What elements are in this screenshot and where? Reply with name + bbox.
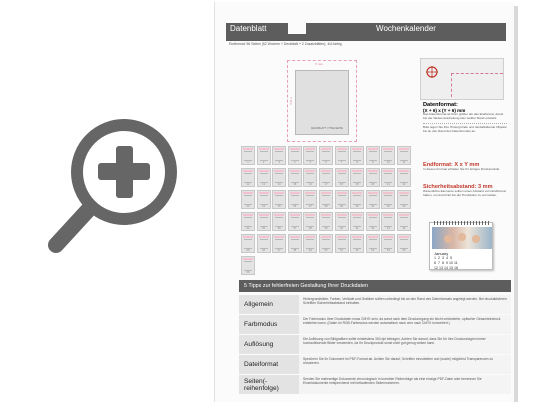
- page-thumbnail: [335, 190, 349, 209]
- page-number: 48: [293, 249, 297, 252]
- calendar-ring-binding: [434, 221, 490, 225]
- page-thumbnail: [288, 190, 302, 209]
- dim-y-label: Y mm: [289, 97, 293, 105]
- page-thumbnail: [397, 168, 411, 187]
- page-number: 14: [277, 183, 281, 186]
- page-thumbnail: [288, 146, 302, 165]
- page-thumbnail: [350, 146, 364, 165]
- page-thumbnail: [366, 168, 380, 187]
- page-number: 15: [293, 183, 297, 186]
- page-number: 38: [308, 227, 312, 230]
- page-thumbnail: [319, 190, 333, 209]
- page-number: 31: [371, 205, 375, 208]
- page-number: 27: [308, 205, 312, 208]
- page-number: 53: [371, 249, 375, 252]
- page-thumbnail: [303, 234, 317, 253]
- page-thumbnail: [335, 212, 349, 231]
- page-thumbnail: [288, 168, 302, 187]
- page-number: 25: [277, 205, 281, 208]
- page-number: 12: [246, 183, 250, 186]
- page-thumbnail: [381, 212, 395, 231]
- page-number: 39: [324, 227, 328, 230]
- page-number: 1: [247, 161, 249, 164]
- tip-text: Hintergrundbilder, Farben, Verläufe und Grafiken sollten unbedingt bis an den Rand des Datenformats angelegt werden. Bei druckaktivieren Schriften Sicherheitsabstand einhalten.: [299, 295, 511, 314]
- endformat-block: [423, 162, 507, 172]
- page-number: 47: [277, 249, 281, 252]
- format-marker-box: [420, 58, 504, 100]
- page-thumbnail: [303, 146, 317, 165]
- zoom-in-icon[interactable]: [44, 110, 182, 260]
- datasheet-document[interactable]: [214, 2, 514, 402]
- page-thumbnail: [241, 168, 255, 187]
- page-thumbnail: [397, 146, 411, 165]
- page-number: 29: [340, 205, 343, 208]
- page-thumbnail: [366, 146, 380, 165]
- safety-text: Wesentliche Elemente sollten einen Abstand vom Endformat halten, um Anschnitt bei der Produktion zu vermeiden.: [423, 189, 506, 197]
- page-thumbnail: [335, 234, 349, 253]
- page-thumbnail: [381, 146, 395, 165]
- page-thumbnail: [397, 234, 411, 253]
- page-number: 55: [402, 249, 406, 252]
- page-thumbnail: [288, 234, 302, 253]
- calendar-days: 1 2 3 4 5 6 7 8 9 10 11 12 13 14 15 16: [434, 256, 458, 270]
- datenformat-text: Das Datenformat ist 6mm größer als das Endformat, damit bei der Weiterverarbeitung kein weißer Rand entsteht.: [423, 112, 504, 120]
- page-number: 18: [340, 183, 343, 186]
- header-tab: Datenblatt: [226, 23, 288, 34]
- page-number: 50: [324, 249, 328, 252]
- page-number: 2: [262, 161, 265, 164]
- page-thumbnail: [366, 234, 380, 253]
- page-thumbnail: [257, 190, 271, 209]
- page-thumbnail: [241, 146, 255, 165]
- page-thumbnail: [350, 168, 364, 187]
- page-thumbnail: [272, 234, 286, 253]
- tip-text: Die Auflösung von Bildgrafiken sollte mindestens 300 dpi betragen. Achten Sie darauf, dass Sie für Ihre Druckvorlagen immer hochauflösende Bilder verwenden, da Ihr Druckprodukt sonst nicht gut genug wirken kann.: [299, 335, 511, 354]
- page-thumbnail: [288, 212, 302, 231]
- page-number: 7: [340, 161, 343, 164]
- page-number: 23: [246, 205, 250, 208]
- photo-person: [444, 235, 452, 243]
- page-number: 17: [324, 183, 328, 186]
- page-thumbnail: [381, 168, 395, 187]
- marker-line: [451, 73, 503, 74]
- calendar-photo: [432, 227, 492, 249]
- tip-label: Allgemein: [239, 295, 299, 314]
- header-bar: [226, 34, 506, 41]
- page-thumbnail: [241, 256, 255, 275]
- page-number: 41: [355, 227, 359, 230]
- page-thumbnail: [272, 212, 286, 231]
- page-number: 4: [294, 161, 296, 164]
- tip-label: Auflösung: [239, 335, 299, 354]
- page-number: 21: [386, 183, 390, 186]
- page-number: 45: [246, 249, 250, 252]
- page-number: 35: [262, 227, 266, 230]
- page-thumbnail: [350, 234, 364, 253]
- page-number: 26: [293, 205, 297, 208]
- photo-person: [472, 235, 480, 243]
- page-number: 36: [277, 227, 281, 230]
- tip-row: [239, 335, 511, 354]
- page-number: 44: [402, 227, 406, 230]
- page-number: 19: [355, 183, 359, 186]
- marker-line-vertical: [451, 73, 452, 97]
- tip-row: [239, 315, 511, 334]
- tips-title: 5 Tipps zur fehlerfreien Gestaltung Ihrer Druckdaten: [239, 280, 511, 292]
- divider: [423, 123, 507, 124]
- calendar-sample: [429, 222, 493, 270]
- datenformat-title: Datenformat:: [423, 102, 458, 108]
- page-number: 30: [355, 205, 359, 208]
- page-number: 13: [262, 183, 266, 186]
- page-number: 20: [371, 183, 375, 186]
- page-number: 24: [262, 205, 266, 208]
- page-thumbnail: [319, 212, 333, 231]
- page-thumbnail: [257, 234, 271, 253]
- page-thumbnail: [241, 190, 255, 209]
- page-number: 9: [372, 161, 374, 164]
- page-number: 46: [262, 249, 266, 252]
- document-header: [215, 2, 514, 46]
- page-thumbnail: [366, 212, 380, 231]
- page-thumbnail: [335, 146, 349, 165]
- page-thumbnail: [335, 168, 349, 187]
- page-thumbnail: [272, 146, 286, 165]
- page-number: 52: [355, 249, 359, 252]
- tips-section: [239, 280, 511, 395]
- tip-text: Speichern Sie Ihr Dokument im PDF-Format ab. Achten Sie darauf, Schriften einzubetten und (sowie) möglichst Transparenzen zu reduzieren.: [299, 355, 511, 374]
- page-thumbnail: [319, 146, 333, 165]
- endformat-text: In diesem Format erhalten Sie Ihr fertiges Druckprodukt.: [423, 167, 501, 171]
- page-number: 51: [340, 249, 343, 252]
- page-number: 56: [246, 271, 250, 274]
- page-thumbnail: [272, 190, 286, 209]
- page-thumbnail: [303, 190, 317, 209]
- page-number: 42: [371, 227, 375, 230]
- page-thumbnail: [319, 234, 333, 253]
- page-number: 33: [402, 205, 406, 208]
- page-thumbnail: [241, 212, 255, 231]
- datenformat-block: [423, 102, 507, 133]
- tip-label: Farbmodus: [239, 315, 299, 334]
- page-number: 10: [386, 161, 390, 164]
- page-thumbnail: [241, 234, 255, 253]
- page-thumbnail: [397, 190, 411, 209]
- safety-block: [423, 184, 507, 198]
- page-thumbnail: [319, 168, 333, 187]
- page-number: 6: [325, 161, 327, 164]
- tip-label: Dateiformat: [239, 355, 299, 374]
- page-thumbnail: [397, 212, 411, 231]
- crop-marker-icon: [425, 65, 439, 79]
- page-thumbnail: [350, 212, 364, 231]
- page-number: 11: [402, 161, 406, 164]
- page-number: 49: [308, 249, 312, 252]
- page-number: 43: [386, 227, 390, 230]
- page-number: 5: [309, 161, 312, 164]
- dim-x-label: X mm: [315, 62, 323, 66]
- safety-title: Sicherheitsabstand: 3 mm: [423, 184, 493, 190]
- tip-text: Der Farbmodus Ihrer Druckdaten muss CMYK sein, da sonst nach dem Druckvorgang ein leicht veränderter, optischer Gesamteindruck entstehen kann. (Daten im RGB-Farbmodus werden automatisch nach cms nach CMYK konvertiert.): [299, 315, 511, 334]
- tip-text: Senden Sie mehrseitige Dokumente chronologisch in korrekter Reihenfolge als eine einzige PDF-Datei oder benennen Sie Einzeldokumente entsprechend mit fortlaufenden Seitennummern.: [299, 375, 511, 394]
- page-thumbnail: [257, 146, 271, 165]
- page-thumbnail: [303, 168, 317, 187]
- datenformat-formula: (X + 6) x (Y + 6) mm: [423, 108, 466, 113]
- page-thumbnail: [381, 190, 395, 209]
- document-title: Wochenkalender: [306, 23, 506, 34]
- endformat-title: Endformat: X x Y mm: [423, 162, 480, 168]
- page-number: 37: [293, 227, 297, 230]
- datenformat-text-2: Bitte legen Sie Ihre Hintergründe und randabfallende Objekte bis an den Rand des Datenformats an.: [423, 124, 507, 133]
- photo-person: [458, 233, 466, 241]
- page-number: 40: [340, 227, 343, 230]
- cover-caption: DECKBLATT / TITELSEITE: [311, 127, 343, 130]
- page-thumbnail: [257, 212, 271, 231]
- tip-label: Seiten(-reihenfolge): [239, 375, 299, 394]
- page-number: 8: [356, 161, 358, 164]
- page-number: 3: [278, 161, 280, 164]
- calendar-month: January: [434, 251, 449, 256]
- page-thumbnail: [257, 168, 271, 187]
- page-number: 22: [402, 183, 406, 186]
- document-subtitle: Endformat: 56 Seiten (52 Wochen + Deckblatt + 2 Zusatzblätter), 4/4-farbig: [229, 42, 342, 46]
- page-number: 32: [386, 205, 390, 208]
- page-thumbnail-grid: [241, 146, 413, 277]
- page-thumbnail: [303, 212, 317, 231]
- page-thumbnail: [272, 168, 286, 187]
- tip-row: [239, 375, 511, 394]
- page-thumbnail: [381, 234, 395, 253]
- tip-row: [239, 355, 511, 374]
- tip-row: [239, 295, 511, 314]
- page-number: 34: [246, 227, 250, 230]
- page-number: 54: [386, 249, 390, 252]
- page-number: 16: [308, 183, 312, 186]
- page-thumbnail: [366, 190, 380, 209]
- page-thumbnail: [350, 190, 364, 209]
- page-number: 28: [324, 205, 328, 208]
- end-format-frame: [295, 70, 349, 135]
